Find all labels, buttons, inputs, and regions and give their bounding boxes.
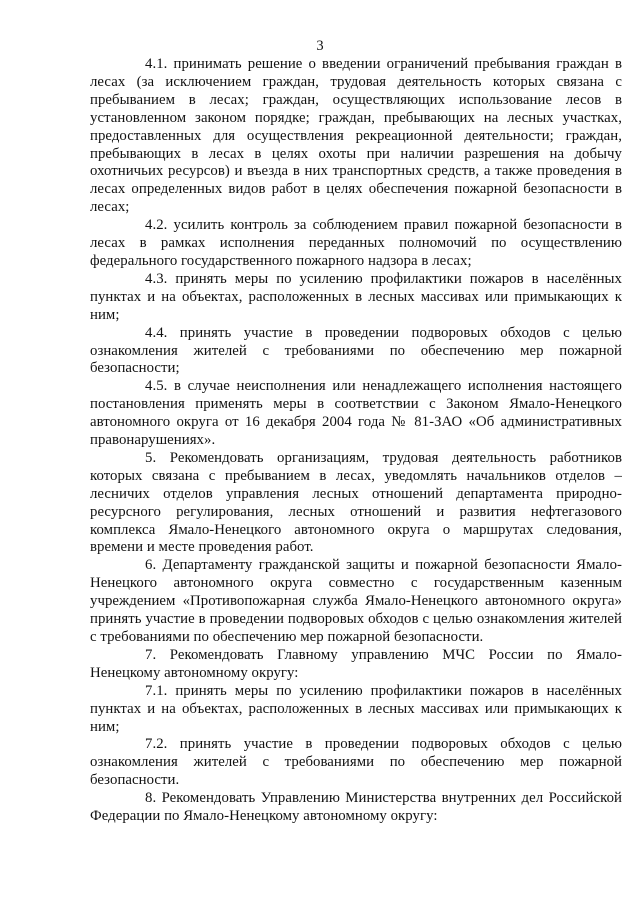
paragraph-7-2: 7.2. принять участие в проведении подворовых обходов с целью ознакомления жителей с требованиями по обеспечению мер пожарной безопасности.: [90, 736, 622, 789]
paragraph-7-1: 7.1. принять меры по усилению профилактики пожаров в населённых пунктах и на объектах, расположенных в лесных массивах или примыкающих к ним;: [90, 682, 622, 735]
paragraph-4-5: 4.5. в случае неисполнения или ненадлежащего исполнения настоящего постановления применять меры в соответствии с Законом Ямало-Ненецкого автономного округа от 16 декабря 2004 года № 81-ЗАО «Об административных правонарушениях».: [90, 378, 622, 449]
paragraph-4-1: 4.1. принимать решение о введении ограничений пребывания граждан в лесах (за исключением граждан, трудовая деятельность которых связана с пребыванием в лесах; граждан, осуществляющих использование лесов в установленном законом порядке; граждан, пребывающих на лесных участках, предоставленных для осуществления рекреационной деятельности; граждан, пребывающих в лесах в целях охоты при наличии разрешения на добычу охотничьих ресурсов) и въезда в них транспортных средств, а также проведения в лесах определенных видов работ в целях обеспечения пожарной безопасности в лесах;: [90, 56, 622, 216]
document-body: [90, 56, 622, 826]
paragraph-6: 6. Департаменту гражданской защиты и пожарной безопасности Ямало-Ненецкого автономного округа совместно с государственным казенным учреждением «Противопожарная служба Ямало-Ненецкого автономного округа» принять участие в проведении подворовых обходов с целью ознакомления жителей с требованиями по обеспечению мер пожарной безопасности.: [90, 557, 622, 645]
paragraph-5: 5. Рекомендовать организациям, трудовая деятельность работников которых связана с пребыванием в лесах, уведомлять начальников отделов – лесничих отделов управления лесных отношений департамента природно-ресурсного регулирования, лесных отношений и развития нефтегазового комплекса Ямало-Ненецкого автономного округа о маршрутах следования, времени и месте проведения работ.: [90, 449, 622, 556]
page-number: 3: [316, 38, 324, 54]
paragraph-4-4: 4.4. принять участие в проведении подворовых обходов с целью ознакомления жителей с требованиями по обеспечению мер пожарной безопасности;: [90, 324, 622, 377]
paragraph-8: 8. Рекомендовать Управлению Министерства внутренних дел Российской Федерации по Ямало-Ненецкому автономному округу:: [90, 790, 622, 825]
paragraph-7: 7. Рекомендовать Главному управлению МЧС России по Ямало-Ненецкому автономному округу:: [90, 646, 622, 681]
paragraph-4-3: 4.3. принять меры по усилению профилактики пожаров в населённых пунктах и на объектах, расположенных в лесных массивах или примыкающих к ним;: [90, 270, 622, 323]
paragraph-4-2: 4.2. усилить контроль за соблюдением правил пожарной безопасности в лесах в рамках исполнения переданных полномочий по осуществлению федерального государственного пожарного надзора в лесах;: [90, 217, 622, 269]
